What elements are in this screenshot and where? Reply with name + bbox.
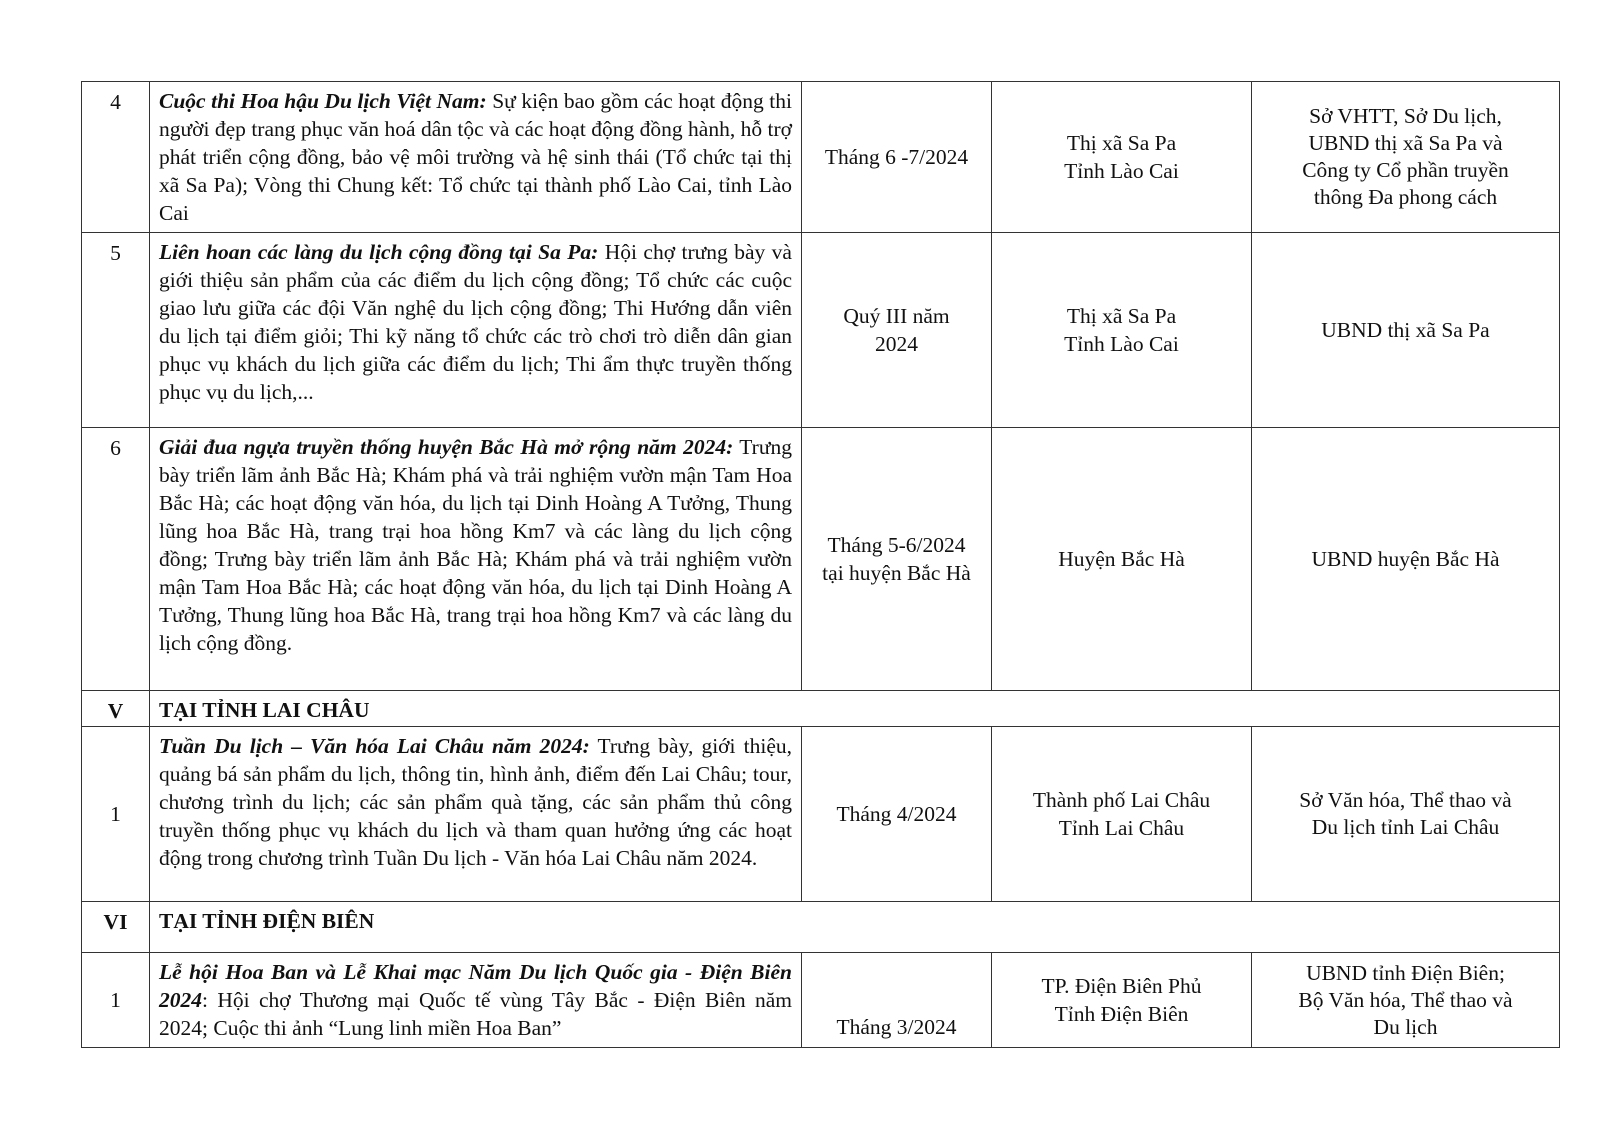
events-table <box>81 81 1560 1048</box>
event-title: Lễ hội Hoa Ban và Lễ Khai mạc Năm Du lịch Quốc gia - Điện Biên 2024 <box>159 960 792 1012</box>
event-description <box>150 428 802 691</box>
event-organizer: UBND thị xã Sa Pa <box>1252 233 1560 428</box>
row-number: 5 <box>82 233 150 428</box>
table-row <box>82 428 1560 691</box>
event-organizer: Sở VHTT, Sở Du lịch, UBND thị xã Sa Pa và Công ty Cổ phần truyền thông Đa phong cách <box>1252 82 1560 233</box>
event-description <box>150 233 802 428</box>
event-organizer: Sở Văn hóa, Thể thao và Du lịch tỉnh Lai Châu <box>1252 727 1560 902</box>
event-description <box>150 82 802 233</box>
section-header <box>82 691 1560 727</box>
event-time: Tháng 3/2024 <box>802 953 992 1048</box>
section-title: TẠI TỈNH ĐIỆN BIÊN <box>150 902 1560 953</box>
row-number: 6 <box>82 428 150 691</box>
table-row <box>82 82 1560 233</box>
event-title: Tuần Du lịch – Văn hóa Lai Châu năm 2024: <box>159 734 590 758</box>
event-time: Tháng 5-6/2024 tại huyện Bắc Hà <box>802 428 992 691</box>
event-body: Hội chợ trưng bày và giới thiệu sản phẩm của các điểm du lịch cộng đồng; Tổ chức các cuộc giao lưu giữa các đội Văn nghệ du lịch cộng đồng; Thi Hướng dẫn viên du lịch tại điểm giỏi; Thi kỹ năng tổ chức các trò chơi trò diễn dân gian phục vụ khách du lịch giữa các điểm du lịch; Thi ẩm thực truyền thống phục vụ du lịch,... <box>159 240 792 404</box>
event-place: Thị xã Sa Pa Tỉnh Lào Cai <box>992 82 1252 233</box>
row-number: 4 <box>82 82 150 233</box>
section-number: VI <box>82 902 150 953</box>
event-body: : Hội chợ Thương mại Quốc tế vùng Tây Bắc - Điện Biên năm 2024; Cuộc thi ảnh “Lung linh miền Hoa Ban” <box>159 988 792 1040</box>
event-title: Giải đua ngựa truyền thống huyện Bắc Hà mở rộng năm 2024: <box>159 435 734 459</box>
event-place: Thị xã Sa Pa Tỉnh Lào Cai <box>992 233 1252 428</box>
event-title: Cuộc thi Hoa hậu Du lịch Việt Nam: <box>159 89 487 113</box>
section-number: V <box>82 691 150 727</box>
event-title: Liên hoan các làng du lịch cộng đồng tại Sa Pa: <box>159 240 599 264</box>
event-time: Tháng 4/2024 <box>802 727 992 902</box>
event-organizer: UBND tỉnh Điện Biên; Bộ Văn hóa, Thể thao và Du lịch <box>1252 953 1560 1048</box>
table-row <box>82 953 1560 1048</box>
section-header <box>82 902 1560 953</box>
event-place: Huyện Bắc Hà <box>992 428 1252 691</box>
event-place: Thành phố Lai Châu Tỉnh Lai Châu <box>992 727 1252 902</box>
event-body: Sự kiện bao gồm các hoạt động thi người đẹp trang phục văn hoá dân tộc và các hoạt động đồng hành, hỗ trợ phát triển cộng đồng, bảo vệ môi trường và hệ sinh thái (Tổ chức tại thị xã Sa Pa); Vòng thi Chung kết: Tổ chức tại thành phố Lào Cai, tỉnh Lào Cai <box>159 89 792 225</box>
row-number: 1 <box>82 727 150 902</box>
event-time: Quý III năm 2024 <box>802 233 992 428</box>
event-description <box>150 727 802 902</box>
table-row <box>82 727 1560 902</box>
event-place: TP. Điện Biên Phủ Tỉnh Điện Biên <box>992 953 1252 1048</box>
event-description <box>150 953 802 1048</box>
event-body: Trưng bày triển lãm ảnh Bắc Hà; Khám phá và trải nghiệm vườn mận Tam Hoa Bắc Hà; các hoạt động văn hóa, du lịch tại Dinh Hoàng A Tưởng, Thung lũng hoa Bắc Hà, trang trại hoa hồng Km7 và các làng du lịch cộng đồng; Trưng bày triển lãm ảnh Bắc Hà; Khám phá và trải nghiệm vườn mận Tam Hoa Bắc Hà; các hoạt động văn hóa, du lịch tại Dinh Hoàng A Tưởng, Thung lũng hoa Bắc Hà, trang trại hoa hồng Km7 và các làng du lịch cộng đồng. <box>159 435 792 655</box>
event-organizer: UBND huyện Bắc Hà <box>1252 428 1560 691</box>
table-row <box>82 233 1560 428</box>
event-body: Trưng bày, giới thiệu, quảng bá sản phẩm du lịch, thông tin, hình ảnh, điểm đến Lai Châu; tour, chương trình du lịch; các sản phẩm quà tặng, các sản phẩm thủ công truyền thống phục vụ khách du lịch và tham quan hưởng ứng các hoạt động trong chương trình Tuần Du lịch - Văn hóa Lai Châu năm 2024. <box>159 734 792 870</box>
event-time: Tháng 6 -7/2024 <box>802 82 992 233</box>
section-title: TẠI TỈNH LAI CHÂU <box>150 691 1560 727</box>
row-number: 1 <box>82 953 150 1048</box>
